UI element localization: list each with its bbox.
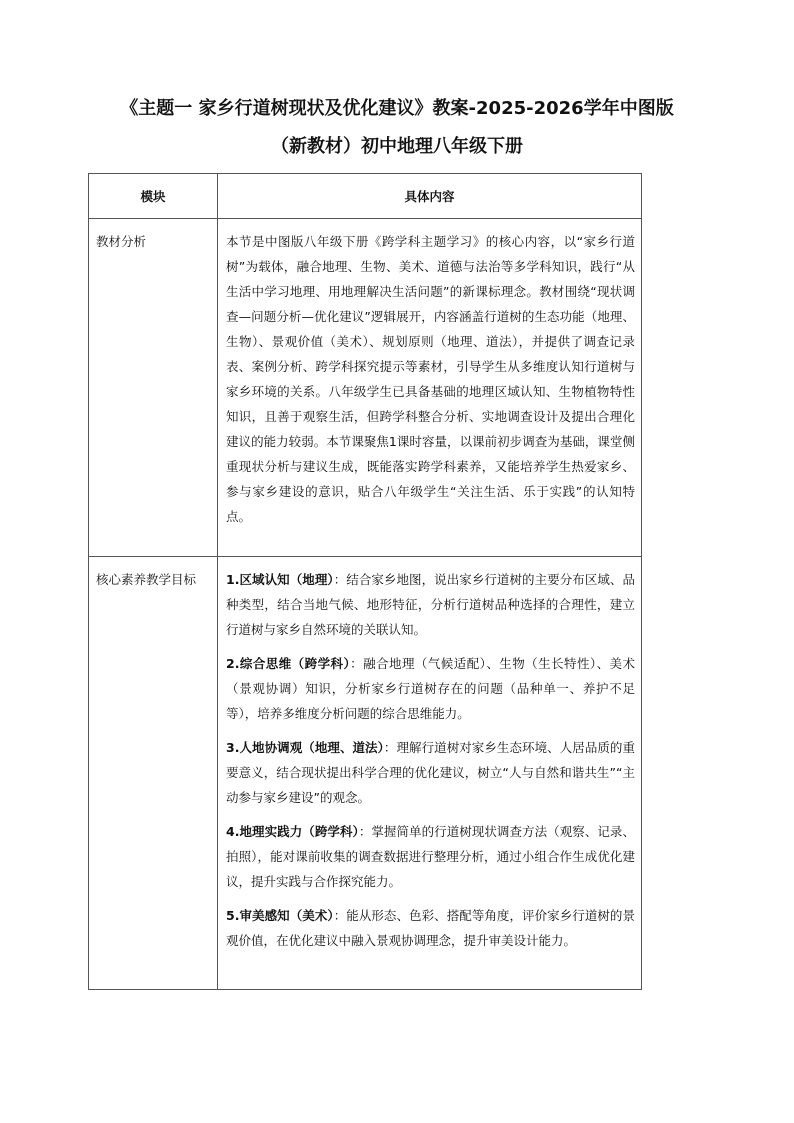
goal-body: ：掌握简单的行道树现状调查方法（观察、记录、拍照），能对课前收集的调查数据进行整理分析，通过小组合作生成优化建议，提升实践与合作探究能力。	[226, 824, 635, 889]
row-content-textbook-analysis	[218, 219, 642, 557]
goal-body: ：能从形态、色彩、搭配等角度，评价家乡行道树的景观价值，在优化建议中融入景观协调理念，提升审美设计能力。	[226, 908, 635, 948]
goal-item	[226, 819, 635, 894]
header-content: 具体内容	[218, 174, 642, 219]
goal-heading: 5.审美感知（美术）	[226, 908, 334, 923]
row-label-textbook-analysis: 教材分析	[89, 219, 218, 557]
goal-item	[226, 567, 635, 642]
document-title-line-2: （新教材）初中地理八年级下册	[271, 136, 523, 157]
row-content-core-goals	[218, 557, 642, 990]
lesson-plan-table	[88, 173, 642, 990]
goal-heading: 1.区域认知（地理）	[226, 572, 334, 587]
table-row	[89, 557, 642, 990]
goal-heading: 4.地理实践力（跨学科）	[226, 824, 359, 839]
goal-item	[226, 903, 635, 953]
goal-item	[226, 735, 635, 810]
row-label-core-goals: 核心素养教学目标	[89, 557, 218, 990]
table-row	[89, 219, 642, 557]
goal-body: ：结合家乡地图，说出家乡行道树的主要分布区域、品种类型，结合当地气候、地形特征，分析行道树品种选择的合理性，建立行道树与家乡自然环境的关联认知。	[226, 572, 635, 637]
goal-body: ：融合地理（气候适配）、生物（生长特性）、美术（景观协调）知识，分析家乡行道树存在的问题（品种单一、养护不足等），培养多维度分析问题的综合思维能力。	[226, 656, 635, 721]
goal-body: ：理解行道树对家乡生态环境、人居品质的重要意义，结合现状提出科学合理的优化建议，树立“人与自然和谐共生”“主动参与家乡建设”的观念。	[226, 740, 635, 805]
table-header-row	[89, 174, 642, 219]
goal-item	[226, 651, 635, 726]
header-module: 模块	[89, 174, 218, 219]
document-title-line-1: 《主题一 家乡行道树现状及优化建议》教案-2025-2026学年中图版	[120, 98, 674, 119]
textbook-analysis-text: 本节是中图版八年级下册《跨学科主题学习》的核心内容，以“家乡行道树”为载体，融合地理、生物、美术、道德与法治等多学科知识，践行“从生活中学习地理、用地理解决生活问题”的新课标理念。教材围绕“现状调查—问题分析—优化建议”逻辑展开，内容涵盖行道树的生态功能（地理、生物）、景观价值（美术）、规划原则（地理、道法），并提供了调查记录表、案例分析、跨学科探究提示等素材，引导学生从多维度认知行道树与家乡环境的关系。八年级学生已具备基础的地理区域认知、生物植物特性知识，且善于观察生活，但跨学科整合分析、实地调查设计及提出合理化建议的能力较弱。本节课聚焦1课时容量，以课前初步调查为基础，课堂侧重现状分析与建议生成，既能落实跨学科素养，又能培养学生热爱家乡、参与家乡建设的意识，贴合八年级学生“关注生活、乐于实践”的认知特点。	[226, 234, 635, 524]
goal-heading: 3.人地协调观（地理、道法）	[226, 740, 384, 755]
goal-heading: 2.综合思维（跨学科）	[226, 656, 351, 671]
